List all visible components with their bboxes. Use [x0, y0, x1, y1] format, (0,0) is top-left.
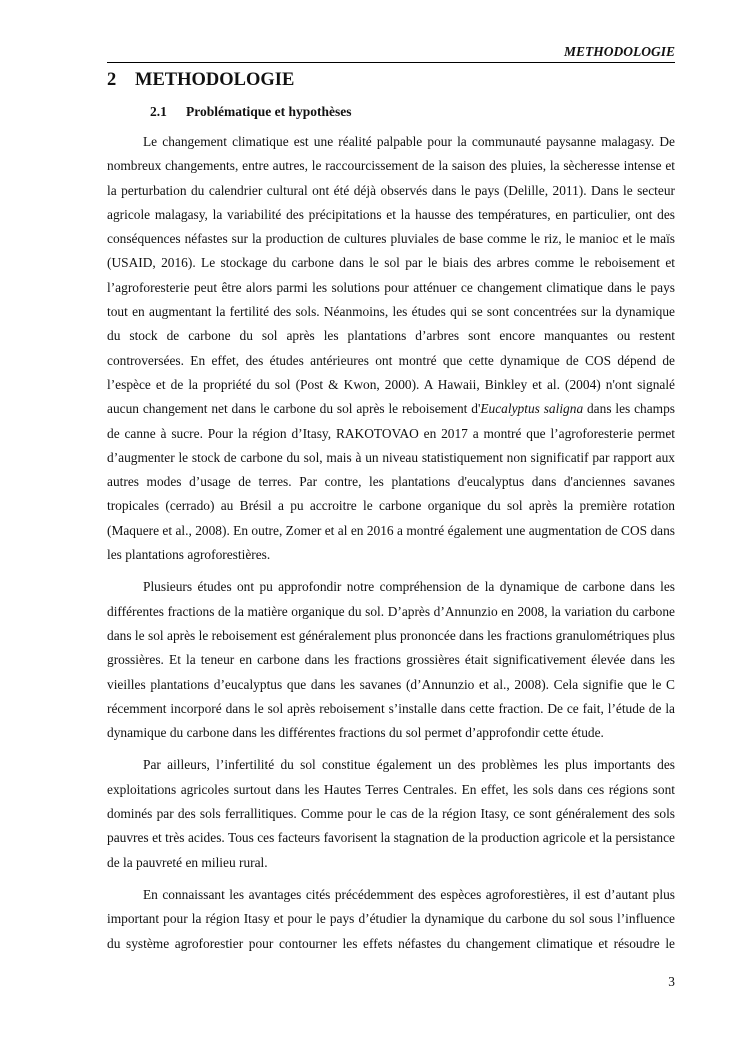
- section-number: 2: [107, 70, 117, 90]
- subsection-number: 2.1: [150, 104, 167, 119]
- subsection-heading: [150, 104, 352, 120]
- page-number: 3: [668, 974, 675, 989]
- subsection-title: Problématique et hypothèses: [186, 104, 352, 119]
- section-heading: [107, 70, 294, 91]
- paragraph: Plusieurs études ont pu approfondir notre compréhension de la dynamique de carbone dans les différentes fractions de la matière organique du sol. D’après d’Annunzio en 2008, la variation du carbone dans le sol après le reboisement est généralement plus prononcée dans les fractions granulométriques plus grossières. Et la teneur en carbone dans les fractions grossières était significativement élevée dans les vieilles plantations d’eucalyptus que dans les savanes (d’Annunzio et al., 2008). Cela signifie que le C récemment incorporé dans le sol après reboisement s’installe dans cette fraction. De ce fait, l’étude de la dynamique du carbone dans les différentes fractions du sol permet d’approfondir cette étude.: [107, 579, 675, 741]
- paragraph: En connaissant les avantages cités précédemment des espèces agroforestières, il est d’autant plus important pour la région Itasy et pour le pays d’étudier la dynamique du carbone du sol sous l’influence du système agroforestier pour contourner les effets néfastes du changement climatique et résoudre le: [107, 886, 675, 951]
- paragraph: [107, 130, 675, 567]
- paragraph-text: Le changement climatique est une réalité palpable pour la communauté paysanne malagasy. De nombreux changements, entre autres, le raccourcissement de la saison des pluies, la sècheresse intense et la perturbation du calendrier cultural ont été déjà observés dans le pays (Delille, 2011). Dans le secteur agricole malagasy, la variabilité des précipitations et la hausse des températures, en particulier, ont des conséquences néfastes sur la production de cultures pluviales de base comme le riz, le manioc et le maïs (USAID, 2016). Le stockage du carbone dans le sol par le biais des arbres comme le reboisement et l’agroforesterie peut être alors parmi les solutions pour atténuer ce changement climatique dans le pays tout en augmentant la fertilité des sols. Néanmoins, les études qui se sont concentrées sur la dynamique du stock de carbone du sol après les plantations d’arbres sont encore manquantes ou restent controversées. En effet, des études antérieures ont montré que cette dynamique de COS dépend de l’espèce et de la propriété du sol (Post & Kwon, 2000). A Hawaii, Binkley et al. (2004) n'ont signalé aucun changement net dans le carbone du sol après le reboisement d': [107, 134, 675, 417]
- paragraph-text: dans les champs de canne à sucre. Pour la région d’Itasy, RAKOTOVAO en 2017 a montré que l’agroforesterie permet d’augmenter le stock de carbone du sol, mais à un niveau statistiquement non significatif par rapport aux autres modes d’usage de terres. Par contre, les plantations d'eucalyptus dans d'anciennes savanes tropicales (cerrado) au Brésil a pu accroitre le carbone organique du sol après la première rotation (Maquere et al., 2008). En outre, Zomer et al en 2016 a montré également une augmentation de COS dans les plantations agroforestières.: [107, 401, 675, 563]
- paragraph: Par ailleurs, l’infertilité du sol constitue également un des problèmes les plus importants des exploitations agricoles surtout dans les Hautes Terres Centrales. En effet, les sols dans ces régions sont dominés par des sols ferrallitiques. Comme pour le cas de la région Itasy, ce sont généralement des sols pauvres et très acides. Tous ces facteurs favorisent la stagnation de la production agricole et la persistance de la pauvreté en milieu rural.: [107, 757, 675, 870]
- body-text: [107, 130, 675, 964]
- section-title: METHODOLOGIE: [135, 70, 295, 90]
- species-name: Eucalyptus saligna: [480, 401, 584, 417]
- running-header: METHODOLOGIE: [107, 44, 675, 63]
